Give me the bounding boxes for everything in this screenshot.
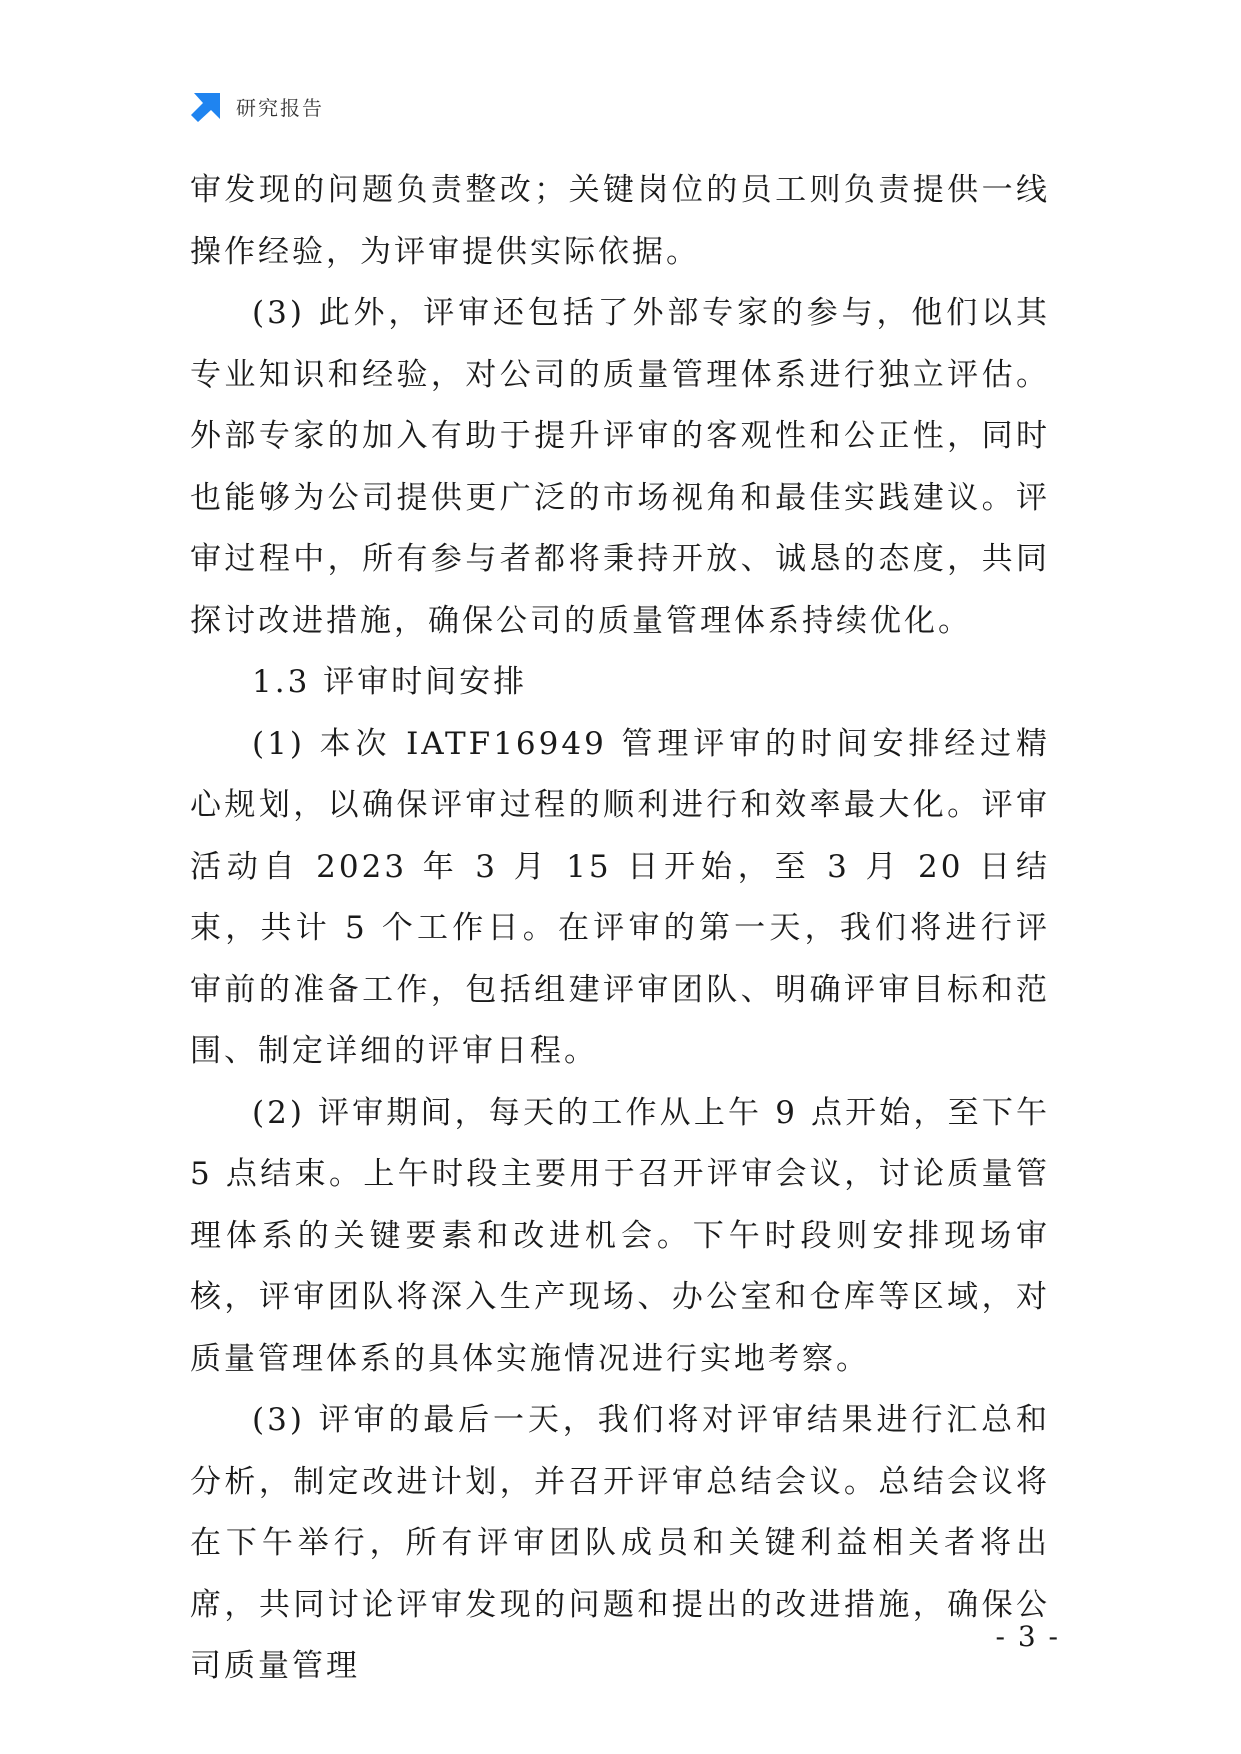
report-brand-title: 研究报告	[236, 95, 324, 120]
paragraph-schedule-overview: (1) 本次 IATF16949 管理评审的时间安排经过精心规划，以确保评审过程的顺利进行和效率最大化。评审活动自 2023 年 3 月 15 日开始，至 3 月 20 日结束，共计 5 个工作日。在评审的第一天，我们将进行评审前的准备工作，包括组建评审团队、明确评审目标和范围、制定详细的评审日程。	[190, 725, 1050, 1069]
section-heading: 1.3 评审时间安排	[252, 664, 528, 700]
paragraph-final-day: (3) 评审的最后一天，我们将对评审结果进行汇总和分析，制定改进计划，并召开评审总结会议。总结会议将在下午举行，所有评审团队成员和关键利益相关者将出席，共同讨论评审发现的问题和提出的改进措施，确保公司质量管理	[190, 1402, 1050, 1684]
paragraph-continuation: 审发现的问题负责整改；关键岗位的员工则负责提供一线操作经验，为评审提供实际依据。	[190, 172, 1050, 270]
arrow-up-right-icon	[190, 89, 224, 123]
report-header	[190, 88, 324, 124]
page-number: - 3 -	[995, 1620, 1060, 1653]
document-body	[190, 160, 1050, 1698]
paragraph-external-experts: (3) 此外，评审还包括了外部专家的参与，他们以其专业知识和经验，对公司的质量管理体系进行独立评估。外部专家的加入有助于提升评审的客观性和公正性，同时也能够为公司提供更广泛的市场视角和最佳实践建议。评审过程中，所有参与者都将秉持开放、诚恳的态度，共同探讨改进措施，确保公司的质量管理体系持续优化。	[190, 295, 1050, 639]
paragraph-daily-schedule: (2) 评审期间，每天的工作从上午 9 点开始，至下午 5 点结束。上午时段主要用于召开评审会议，讨论质量管理体系的关键要素和改进机会。下午时段则安排现场审核，评审团队将深入生产现场、办公室和仓库等区域，对质量管理体系的具体实施情况进行实地考察。	[190, 1094, 1050, 1377]
